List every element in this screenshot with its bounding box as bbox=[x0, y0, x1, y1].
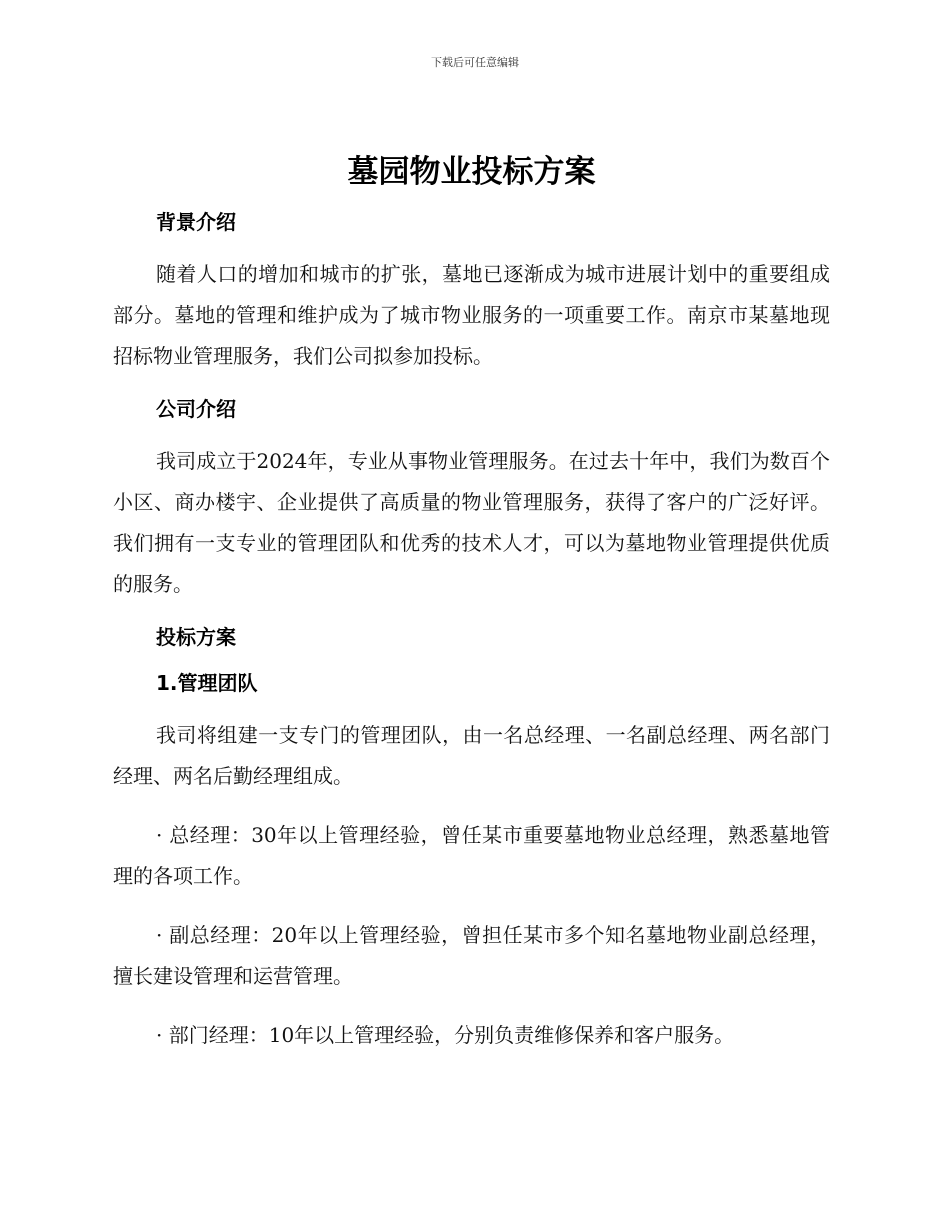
document-body bbox=[113, 150, 830, 1074]
heading-background: 背景介绍 bbox=[156, 210, 236, 234]
paragraph-team-intro: 我司将组建一支专门的管理团队，由一名总经理、一名副总经理、两名部门经理、两名后勤经理组成。 bbox=[113, 723, 830, 788]
header-note: 下载后可任意编辑 bbox=[431, 56, 519, 69]
heading-proposal: 投标方案 bbox=[156, 625, 236, 649]
bullet-deputy-general-manager: · 副总经理：20年以上管理经验，曾担任某市多个知名墓地物业副总经理，擅长建设管理和运营管理。 bbox=[113, 923, 830, 988]
document-title: 墓园物业投标方案 bbox=[347, 154, 596, 190]
heading-company: 公司介绍 bbox=[156, 397, 236, 421]
paragraph-background: 随着人口的增加和城市的扩张，墓地已逐渐成为城市进展计划中的重要组成部分。墓地的管理和维护成为了城市物业服务的一项重要工作。南京市某墓地现招标物业管理服务，我们公司拟参加投标。 bbox=[113, 262, 830, 368]
paragraph-company: 我司成立于2024年，专业从事物业管理服务。在过去十年中，我们为数百个小区、商办楼宇、企业提供了高质量的物业管理服务，获得了客户的广泛好评。我们拥有一支专业的管理团队和优秀的技术人才，可以为墓地物业管理提供优质的服务。 bbox=[113, 449, 830, 596]
bullet-department-manager: · 部门经理：10年以上管理经验，分别负责维修保养和客户服务。 bbox=[156, 1023, 735, 1047]
bullet-general-manager: · 总经理：30年以上管理经验，曾任某市重要墓地物业总经理，熟悉墓地管理的各项工作。 bbox=[113, 823, 830, 888]
subheading-management-team: 1.管理团队 bbox=[156, 671, 258, 695]
